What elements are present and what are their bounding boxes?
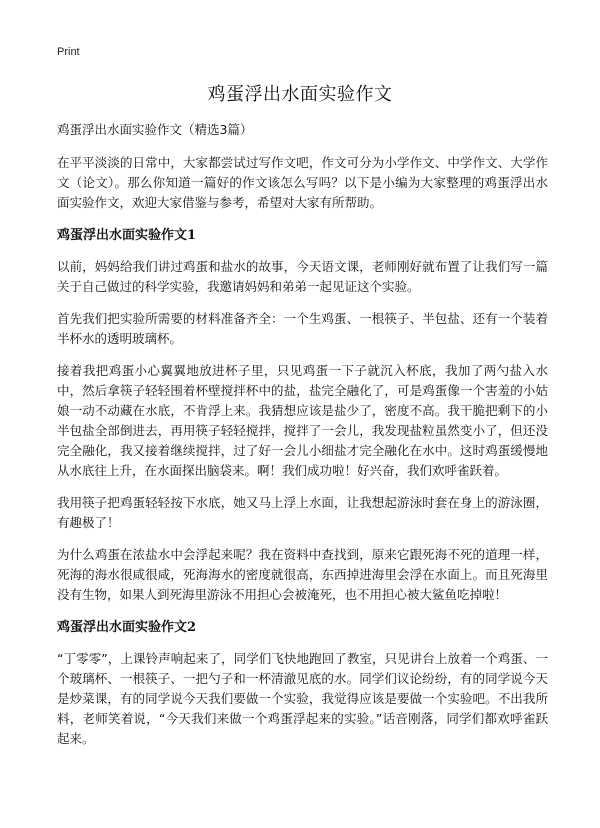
page-title: 鸡蛋浮出水面实验作文 — [207, 84, 393, 105]
section-1-paragraph: 为什么鸡蛋在浓盐水中会浮起来呢？我在资料中查找到，原来它跟死海不死的道理一样，死海的海水很咸很咸，死海海水的密度就很高，东西掉进海里会浮在水面上。而且死海里没有生物，如果人到死海里游泳不用担心会被淹死，也不用担心被大鲨鱼吃掉啦！ — [57, 547, 548, 602]
print-link[interactable]: Print — [57, 46, 80, 58]
section-2-paragraph: “丁零零”，上课铃声响起来了，同学们飞快地跑回了教室，只见讲台上放着一个鸡蛋、一个玻璃杯、一根筷子、一把勺子和一杯清澈见底的水。同学们议论纷纷，有的同学说今天是炒菜课，有的同学说今天我们要做一个实验，我觉得应该是要做一个实验吧。不出我所料，老师笑着说，“今天我们来做一个鸡蛋浮起来的实验。”话音刚落，同学们都欢呼雀跃起来。 — [57, 651, 548, 746]
section-1-paragraph: 接着我把鸡蛋小心翼翼地放进杯子里，只见鸡蛋一下子就沉入杯底，我加了两勺盐入水中，然后拿筷子轻轻围着杯壁搅拌杯中的盐，盐完全融化了，可是鸡蛋像一个害羞的小姑娘一动不动藏在水底，不肯浮上来。我猜想应该是盐少了，密度不高。我干脆把剩下的小半包盐全部倒进去，再用筷子轻轻搅拌，搅拌了一会儿，我发现盐粒虽然变小了，但还没完全融化，我又接着继续搅拌，过了好一会儿小细盐才完全融化在水中。这时鸡蛋缓慢地从水底往上升，在水面探出脑袋来。啊！我们成功啦！好兴奋，我们欢呼雀跃着。 — [57, 363, 548, 478]
section-heading-2: 鸡蛋浮出水面实验作文2 — [57, 620, 197, 635]
section-heading-1: 鸡蛋浮出水面实验作文1 — [57, 228, 197, 243]
article-subtitle: 鸡蛋浮出水面实验作文（精选3篇） — [57, 122, 253, 137]
section-1-paragraph: 我用筷子把鸡蛋轻轻按下水底，她又马上浮上水面，让我想起游泳时套在身上的游泳圈，有趣极了！ — [57, 495, 548, 530]
section-1-paragraph: 以前，妈妈给我们讲过鸡蛋和盐水的故事，今天语文课，老师刚好就布置了让我们写一篇关于自己做过的科学实验，我邀请妈妈和弟弟一起见证这个实验。 — [57, 259, 548, 294]
section-1-paragraph: 首先我们把实验所需要的材料准备齐全：一个生鸡蛋、一根筷子、半包盐、还有一个装着半杯水的透明玻璃杯。 — [57, 311, 548, 346]
intro-paragraph: 在平平淡淡的日常中，大家都尝试过写作文吧，作文可分为小学作文、中学作文、大学作文（论文）。那么你知道一篇好的作文该怎么写吗？以下是小编为大家整理的鸡蛋浮出水面实验作文，欢迎大家借鉴与参考，希望对大家有所帮助。 — [57, 155, 548, 210]
article-body — [57, 120, 548, 761]
